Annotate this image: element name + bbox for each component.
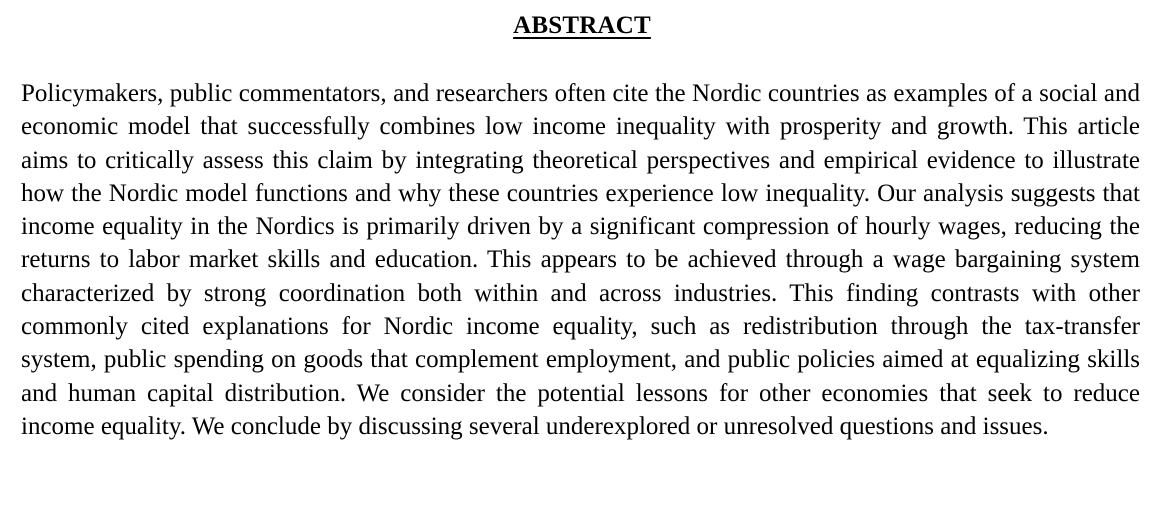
abstract-paragraph: Policymakers, public commentators, and researchers often cite the Nordic countries as examples of a social and economic model that successfully combines low income inequality with prosperity and growth. This article aims to critically assess this claim by integrating theoretical perspectives and empirical evidence to illustrate how the Nordic model functions and why these countries experience low inequality. Our analysis suggests that income equality in the Nordics is primarily driven by a significant compression of hourly wages, reducing the returns to labor market skills and education. This appears to be achieved through a wage bargaining system characterized by strong coordination both within and across industries. This finding contrasts with other commonly cited explanations for Nordic income equality, such as redistribution through the tax-transfer system, public spending on goods that complement employment, and public policies aimed at equalizing skills and human capital distribution. We consider the potential lessons for other economies that seek to reduce income equality. We conclude by discussing several underexplored or unresolved questions and issues. — [21, 80, 1140, 440]
abstract-heading: ABSTRACT — [513, 12, 651, 39]
